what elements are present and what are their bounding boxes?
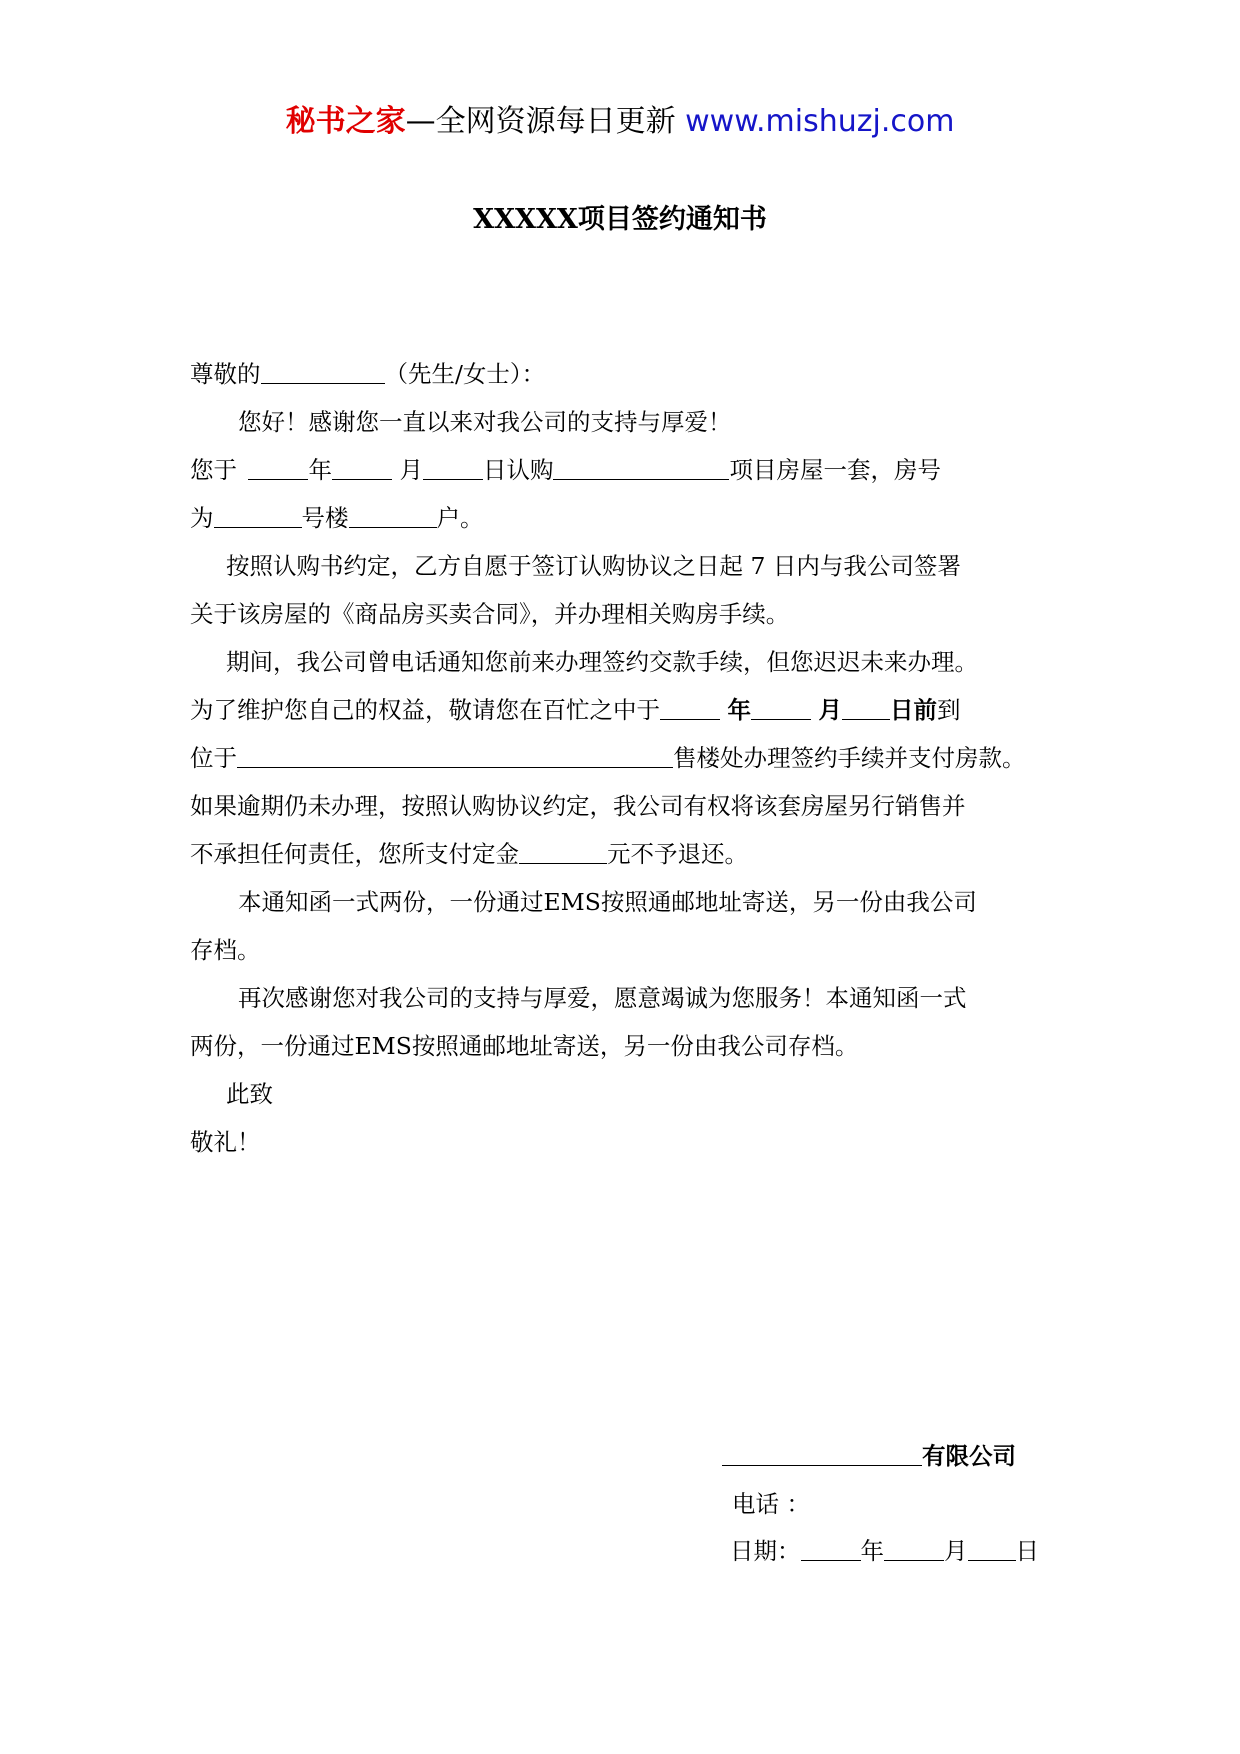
sales-office-blank: [237, 737, 673, 768]
deadline-month-blank: [751, 689, 811, 720]
location-line: [190, 734, 1070, 782]
header-slogan: —全网资源每日更新: [405, 104, 686, 139]
room-number-line: [190, 494, 1070, 542]
deadline-day-blank: [842, 689, 890, 720]
salutation-text: 尊敬的: [190, 360, 261, 388]
deadline-line: [190, 686, 1070, 734]
paragraph-line: 按照认购书约定，乙方自愿于签订认购协议之日起 7 日内与我公司签署: [226, 552, 961, 580]
deadline-year-blank: [660, 689, 720, 720]
purchase-day-blank: [423, 449, 483, 480]
letter-body: [190, 350, 1070, 1166]
date-label: 日期：: [730, 1537, 801, 1565]
deadline-suffix: 到: [936, 696, 961, 724]
date-month-blank: [884, 1530, 944, 1561]
paragraph-line: 再次感谢您对我公司的支持与厚爱，愿意竭诚为您服务！本通知函一式: [238, 984, 967, 1012]
purchase-year-blank: [248, 449, 308, 480]
site-url-link[interactable]: www.mishuzj.com: [685, 104, 955, 139]
deadline-month-label: 月: [818, 696, 842, 724]
day-purchase-label: 日认购: [482, 456, 554, 484]
company-suffix: 有限公司: [922, 1442, 1016, 1470]
deadline-year-label: 年: [727, 696, 751, 724]
deadline-day-label: 日前: [889, 696, 937, 724]
paragraph-line: 如果逾期仍未办理，按照认购协议约定，我公司有权将该套房屋另行销售并: [190, 792, 966, 820]
deposit-line: [190, 830, 1070, 878]
paragraph-line: 关于该房屋的《商品房买卖合同》，并办理相关购房手续。: [190, 600, 790, 628]
date-year-blank: [801, 1530, 861, 1561]
room-prefix: 为: [190, 504, 214, 532]
unit-label: 户。: [436, 504, 484, 532]
deposit-text: 不承担任何责任，您所支付定金: [190, 840, 519, 868]
project-name-blank: [553, 449, 729, 480]
salutation-suffix: （先生/女士）：: [384, 360, 546, 388]
project-suffix: 项目房屋一套，房号: [729, 456, 941, 484]
date-day-label: 日: [1015, 1537, 1039, 1565]
deposit-suffix: 元不予退还。: [607, 840, 748, 868]
deadline-text: 为了维护您自己的权益，敬请您在百忙之中于: [190, 696, 660, 724]
brand-name: 秘书之家: [285, 104, 406, 139]
salutation-line: [190, 350, 1070, 398]
company-name-blank: [722, 1435, 922, 1466]
month-label: 月: [399, 456, 423, 484]
date-day-blank: [968, 1530, 1016, 1561]
signature-date: [730, 1527, 1039, 1575]
location-prefix: 位于: [190, 744, 237, 772]
paragraph-line: 期间，我公司曾电话通知您前来办理签约交款手续，但您迟迟未来办理。: [226, 648, 978, 676]
date-month-label: 月: [944, 1537, 968, 1565]
date-year-label: 年: [860, 1537, 884, 1565]
recipient-name-blank: [261, 353, 385, 384]
signature-company: [722, 1432, 1016, 1480]
deposit-amount-blank: [519, 833, 607, 864]
purchase-month-blank: [332, 449, 392, 480]
paragraph-line: 两份，一份通过EMS按照通邮地址寄送，另一份由我公司存档。: [190, 1032, 859, 1060]
site-header: [0, 100, 1240, 144]
paragraph-line: 存档。: [190, 936, 261, 964]
greeting-line: 您好！感谢您一直以来对我公司的支持与厚爱！: [238, 408, 732, 436]
paragraph-line: 本通知函一式两份，一份通过EMS按照通邮地址寄送，另一份由我公司: [238, 888, 977, 916]
unit-blank: [349, 497, 437, 528]
year-label: 年: [308, 456, 332, 484]
signature-phone: 电话 ：: [732, 1490, 810, 1518]
building-label: 号楼: [301, 504, 349, 532]
document-title: XXXXX项目签约通知书: [473, 204, 767, 235]
closing-line: 此致: [226, 1080, 273, 1108]
purchase-text: 您于: [190, 456, 237, 484]
closing-line: 敬礼！: [190, 1128, 261, 1156]
building-blank: [214, 497, 302, 528]
location-suffix: 售楼处办理签约手续并支付房款。: [673, 744, 1026, 772]
purchase-date-line: [190, 446, 1070, 494]
